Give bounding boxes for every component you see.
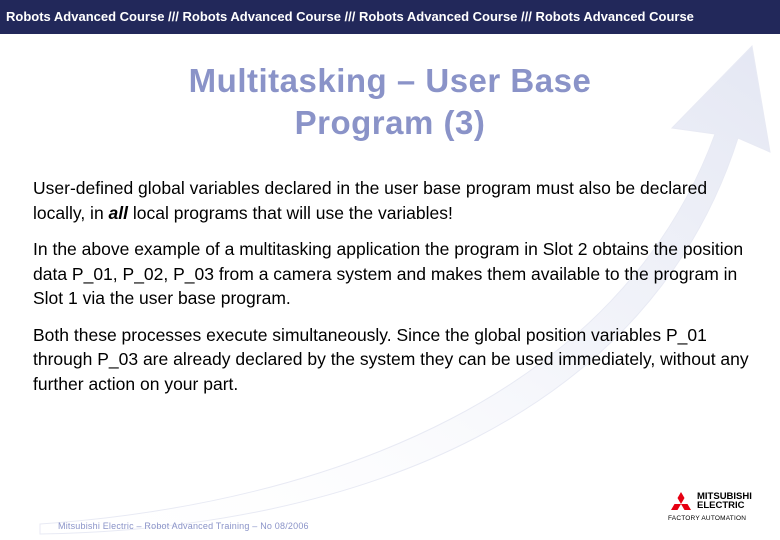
paragraph-1-text-b: local programs that will use the variables! bbox=[128, 202, 453, 223]
paragraph-2: In the above example of a multitasking application the program in Slot 2 obtains the position data P_01, P_02, P_03 from a camera system and makes them available to the program in Slot 1 via the user base program. bbox=[33, 239, 744, 308]
footer-text: Mitsubishi Electric – Robot Advanced Training – No 08/2006 bbox=[58, 521, 309, 531]
logo-line-1: MITSUBISHI bbox=[697, 491, 752, 502]
slide-title-line-2: Program (3) bbox=[294, 104, 486, 141]
paragraph-1 bbox=[33, 176, 753, 225]
three-diamonds-icon bbox=[668, 492, 694, 516]
logo-line-2: ELECTRIC bbox=[697, 500, 745, 511]
logo-tagline: FACTORY AUTOMATION bbox=[668, 515, 747, 522]
slide-title-line-1: Multitasking – User Base bbox=[188, 62, 592, 99]
slide-title bbox=[60, 60, 720, 144]
paragraph-3: Both these processes execute simultaneously. Since the global position variables P_01 through P_03 are already declared by the system they can be used immediately, without any further action on your part. bbox=[33, 324, 749, 394]
slide-body bbox=[33, 176, 753, 408]
paragraph-1-emphasis: all bbox=[108, 202, 129, 223]
banner-text: Robots Advanced Course /// Robots Advanced Course /// Robots Advanced Course /// Robots Advanced Course bbox=[6, 9, 694, 24]
paragraph-1-text-a: User-defined global variables declared in the user base program must also be declared locally, in bbox=[33, 178, 708, 223]
logo-wordmark bbox=[697, 492, 752, 510]
mitsubishi-electric-logo bbox=[668, 490, 780, 530]
top-banner bbox=[0, 0, 780, 34]
